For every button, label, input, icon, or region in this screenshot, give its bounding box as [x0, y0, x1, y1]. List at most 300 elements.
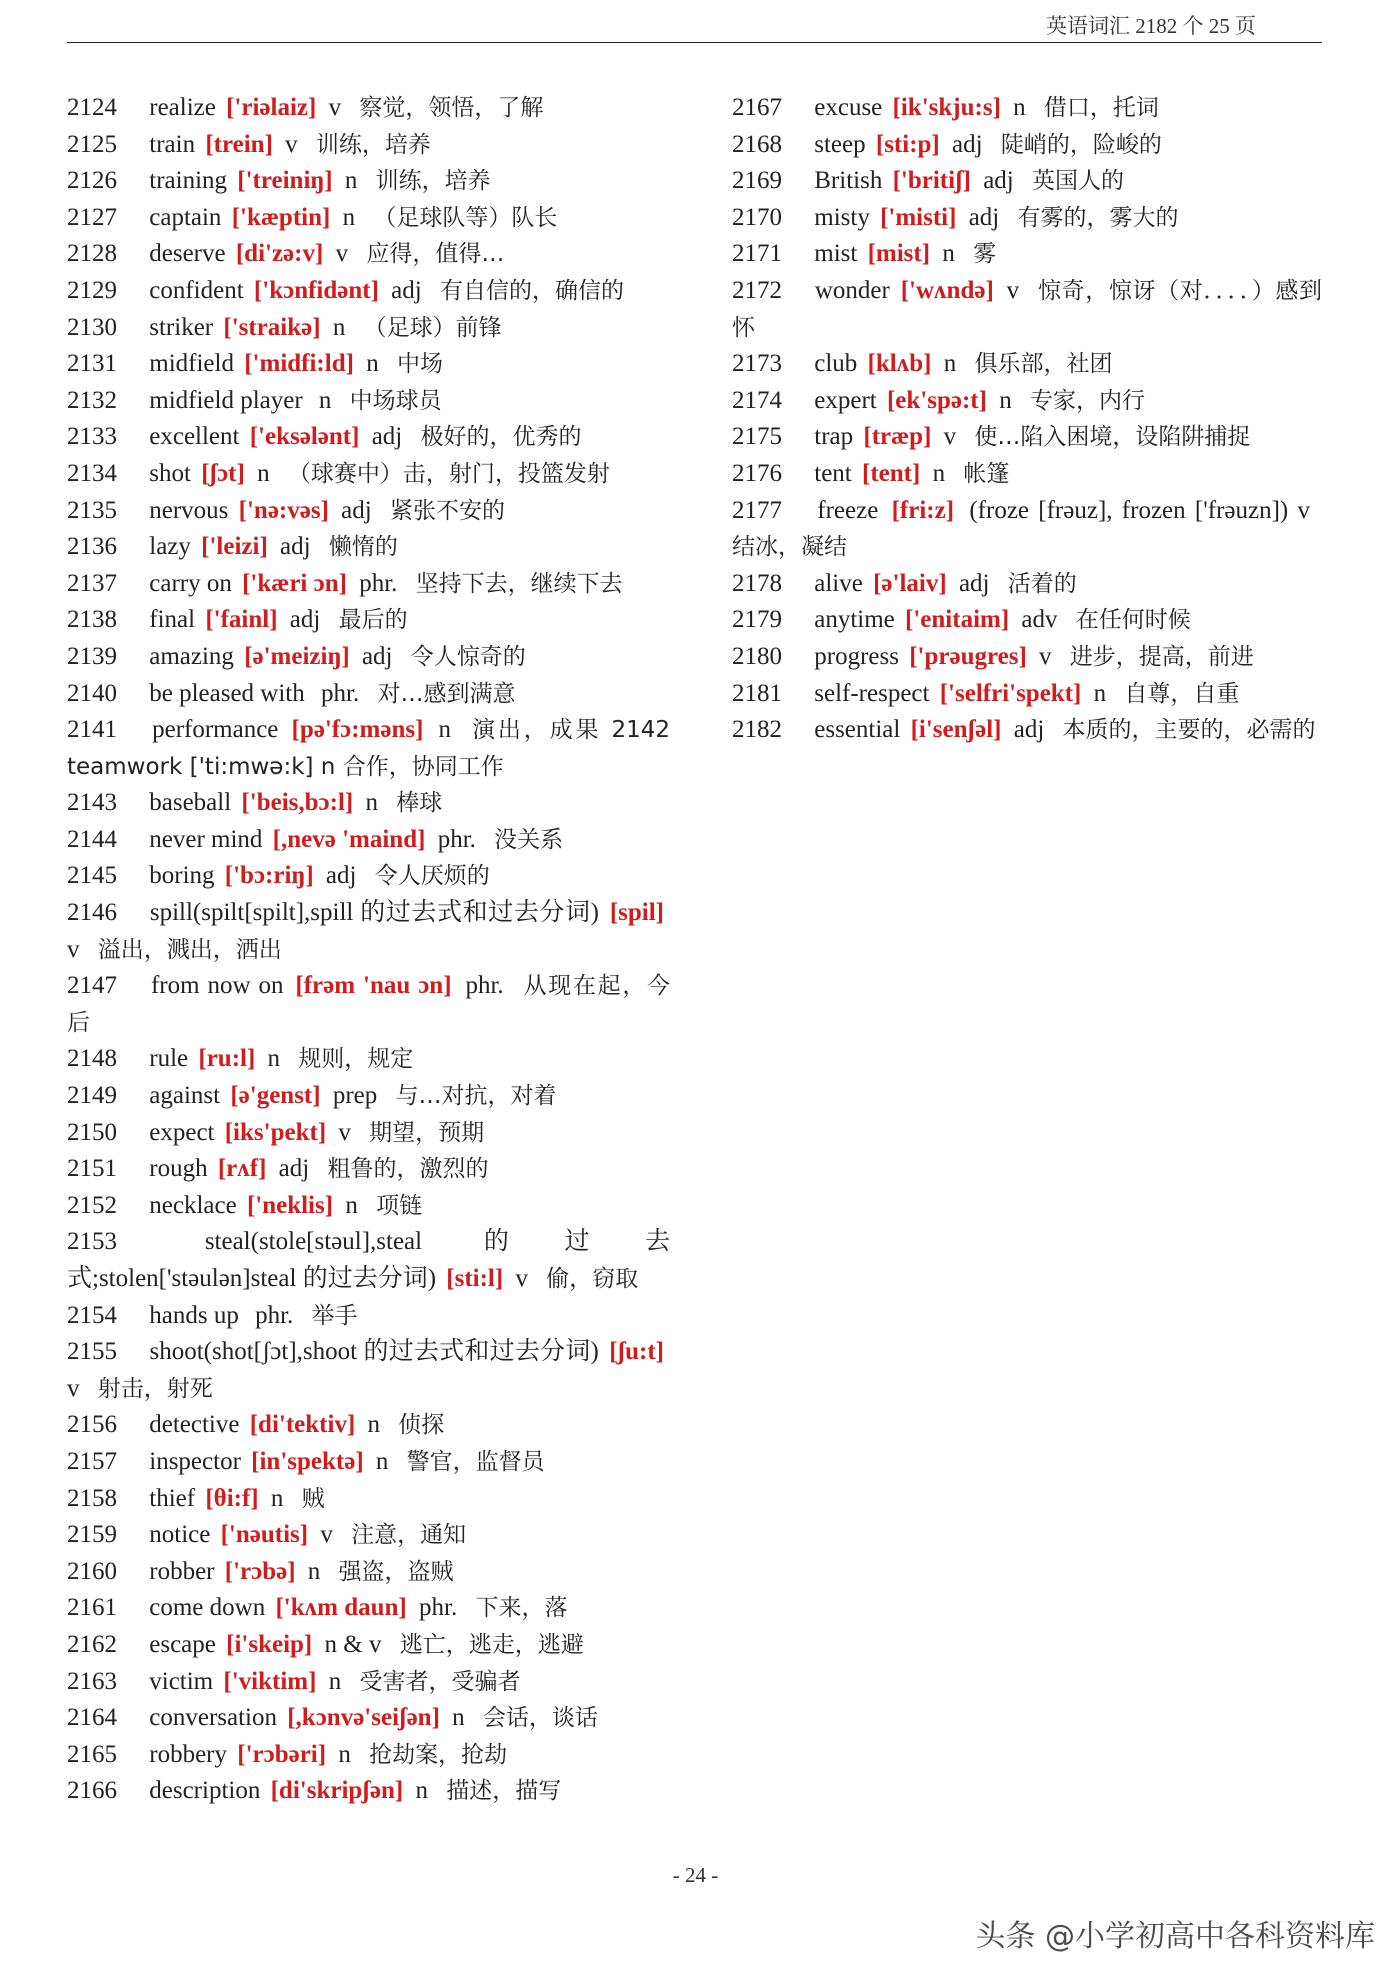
entry-part-of-speech: n — [942, 240, 955, 268]
entry-number: 2152 — [67, 1191, 117, 1219]
entry-definition: 描述，描写 — [446, 1778, 562, 1805]
vocab-entry — [732, 639, 1322, 676]
entry-part-of-speech: v — [1039, 642, 1052, 670]
entry-number: 2173 — [732, 350, 782, 378]
entry-number: 2163 — [67, 1667, 117, 1695]
entry-number: 2141 — [67, 716, 117, 744]
vocab-entry — [67, 493, 670, 530]
vocab-entry — [732, 163, 1322, 200]
entry-definition: （足球）前锋 — [363, 314, 502, 341]
entry-definition: 项链 — [376, 1192, 423, 1219]
entry-phonetic: ['prəugres] — [909, 642, 1027, 670]
entry-definition: 借口，托词 — [1043, 95, 1159, 121]
entry-number: 2138 — [67, 606, 117, 634]
entry-definition: 自尊，自重 — [1124, 680, 1240, 707]
entry-definition: 进步，提高，前进 — [1069, 643, 1254, 670]
entry-number: 2175 — [732, 423, 782, 451]
entry-phonetic: ['wʌndə] — [900, 276, 994, 304]
vocab-entry — [67, 1773, 670, 1810]
entry-part-of-speech: v — [338, 1118, 351, 1146]
entry-phonetic: ['misti] — [880, 203, 957, 231]
entry-word: club — [814, 350, 858, 378]
vocab-entry — [67, 346, 670, 383]
vocab-entry — [732, 383, 1322, 420]
entry-phonetic: [sti:p] — [875, 130, 940, 158]
vocab-entry — [67, 1188, 670, 1225]
entry-word: realize — [149, 94, 216, 121]
entry-number: 2132 — [67, 386, 117, 414]
entry-word: description — [149, 1777, 261, 1805]
vocab-entry — [67, 639, 670, 676]
entry-definition: 受害者，受骗者 — [359, 1668, 521, 1695]
entry-word: spill(spilt[spilt],spill 的过去式和过去分词) — [149, 899, 599, 927]
entry-part-of-speech: adj — [289, 606, 321, 634]
entry-word: baseball — [149, 789, 232, 817]
vocab-entry — [67, 1298, 670, 1335]
entry-definition: 极好的，优秀的 — [420, 424, 582, 451]
entry-phonetic: [,kɔnvə'seiʃən] — [287, 1704, 440, 1732]
entry-number: 2144 — [67, 825, 117, 853]
entry-phonetic: [ə'laiv] — [873, 569, 947, 597]
vocab-entry — [732, 236, 1322, 273]
entry-word: mist — [814, 240, 858, 268]
entry-definition: 会话，谈话 — [482, 1705, 598, 1732]
entry-definition: 中场球员 — [349, 387, 442, 414]
vocab-entry — [67, 1590, 670, 1627]
entry-number: 2166 — [67, 1777, 117, 1805]
entry-number: 2135 — [67, 496, 117, 524]
vocab-entry — [67, 1407, 670, 1444]
entry-word: victim — [149, 1667, 214, 1695]
entry-word: tent — [814, 459, 852, 487]
page-header: 英语词汇 2182 个 25 页 — [1046, 14, 1256, 38]
vocab-entry — [67, 1041, 670, 1078]
entry-part-of-speech: adj — [1013, 716, 1045, 744]
vocab-entry — [732, 566, 1322, 603]
entry-number: 2128 — [67, 240, 117, 268]
entry-phonetic: [iks'pekt] — [224, 1118, 327, 1146]
entry-word: captain — [149, 203, 222, 231]
entry-definition: 令人厌烦的 — [374, 863, 490, 890]
entry-phonetic: ['nə:vəs] — [238, 496, 329, 524]
entry-part-of-speech: n — [365, 789, 378, 817]
entry-phonetic: [ek'spə:t] — [886, 386, 987, 414]
entry-word: necklace — [149, 1191, 237, 1219]
entry-part-of-speech: v — [943, 423, 957, 451]
entry-definition: 有雾的，雾大的 — [1017, 204, 1179, 231]
entry-word: performance — [152, 716, 279, 744]
entry-part-of-speech: n — [344, 167, 358, 195]
vocab-entry — [67, 1115, 670, 1152]
entry-number: 2159 — [67, 1521, 117, 1549]
entry-definition: 强盗，盗贼 — [338, 1558, 454, 1585]
entry-part-of-speech: n — [270, 1484, 284, 1512]
entry-phonetic: [rʌf] — [217, 1155, 267, 1183]
entry-word: steep — [814, 130, 866, 158]
vocab-entry — [732, 200, 1322, 237]
vocab-entry — [67, 1554, 670, 1591]
entry-definition: 中场 — [396, 351, 443, 378]
entry-definition: 最后的 — [338, 607, 408, 634]
vocab-entry — [732, 273, 1322, 346]
entry-definition: 令人惊奇的 — [410, 643, 526, 670]
entry-definition: 下来，落 — [475, 1595, 568, 1622]
entry-definition: 专家，内行 — [1029, 387, 1145, 414]
entry-definition: 应得，值得… — [366, 241, 505, 268]
entry-phonetic: [ru:l] — [198, 1045, 256, 1073]
entry-phonetic: ['leizi] — [201, 533, 268, 561]
vocab-entry — [67, 785, 670, 822]
entry-part-of-speech: v — [320, 1521, 333, 1549]
vocab-entry — [732, 346, 1322, 383]
entry-phonetic: ['fainl] — [205, 606, 278, 634]
entry-part-of-speech: phr. — [465, 972, 504, 1000]
entry-word: nervous — [149, 496, 229, 524]
header-rule — [67, 42, 1322, 43]
vocab-entry — [67, 383, 670, 420]
entry-phonetic: [pə'fɔ:məns] — [291, 716, 424, 744]
vocab-entry — [732, 712, 1322, 749]
entry-part-of-speech: phr. — [255, 1301, 294, 1329]
entry-phonetic: [in'spektə] — [251, 1447, 364, 1475]
entry-phonetic: ['viktim] — [223, 1667, 317, 1695]
entry-number: 2179 — [732, 606, 782, 634]
entry-word: deserve — [149, 240, 226, 268]
entry-definition: 溢出，溅出，洒出 — [97, 936, 282, 963]
vocab-entry — [67, 712, 670, 785]
entry-word: steal(stole[stəul],steal 的过去式;stolen['stəulən]steal 的过去分词) — [67, 1228, 671, 1292]
entry-definition: 紧张不安的 — [389, 497, 505, 524]
entry-part-of-speech: n — [375, 1447, 389, 1475]
entry-part-of-speech: adj — [278, 1155, 310, 1183]
entry-definition: 与…对抗，对着 — [395, 1083, 557, 1110]
entry-word: amazing — [149, 642, 234, 670]
entry-part-of-speech: n — [943, 350, 957, 378]
right-column — [732, 90, 1322, 749]
entry-number: 2157 — [67, 1447, 117, 1475]
entry-word: midfield — [149, 350, 234, 378]
entry-definition: 从现在起，今后 — [67, 973, 671, 1036]
entry-number: 2147 — [67, 972, 117, 1000]
entry-word: British — [814, 167, 883, 195]
entry-number: 2171 — [732, 240, 782, 268]
entry-phonetic: [ə'meiziŋ] — [244, 642, 350, 670]
entry-word: midfield player — [149, 386, 303, 414]
vocab-entry — [67, 1627, 670, 1664]
entry-number: 2158 — [67, 1484, 117, 1512]
entry-number: 2164 — [67, 1704, 117, 1732]
vocab-entry — [67, 529, 670, 566]
entry-part-of-speech: adj — [361, 642, 393, 670]
entry-definition: 期望，预期 — [369, 1119, 485, 1146]
entry-phonetic: ['enitaim] — [905, 606, 1010, 634]
entry-definition: 抢劫案，抢劫 — [369, 1741, 508, 1768]
entry-part-of-speech: adj — [325, 862, 357, 890]
entry-phonetic: ['rɔbə] — [224, 1557, 296, 1585]
vocab-entry — [732, 602, 1322, 639]
entry-word: striker — [149, 313, 214, 341]
entry-phonetic: [sti:l] — [446, 1265, 504, 1292]
entry-part-of-speech: v — [67, 1374, 80, 1402]
entry-part-of-speech: n — [332, 313, 346, 341]
entry-phonetic: [ə'genst] — [230, 1082, 321, 1110]
entry-word: confident — [149, 276, 244, 304]
entry-part-of-speech: prep — [332, 1082, 378, 1110]
entry-definition: 使…陷入困境，设陷阱捕捉 — [974, 424, 1251, 451]
entry-part-of-speech: v — [515, 1265, 528, 1292]
entry-definition: 对…感到满意 — [377, 680, 516, 707]
entry-part-of-speech: phr. — [419, 1594, 458, 1622]
entry-part-of-speech: (froze [frəuz], frozen ['frəuzn]) v — [969, 496, 1311, 524]
entry-number: 2130 — [67, 313, 117, 341]
entry-number: 2124 — [67, 94, 117, 121]
entry-word: robbery — [149, 1740, 227, 1768]
entry-phonetic: [ʃɔt] — [201, 459, 245, 487]
entry-phonetic: [træp] — [863, 423, 932, 451]
entry-definition: 没关系 — [494, 826, 564, 853]
vocab-entry — [67, 456, 670, 493]
entry-part-of-speech: n — [452, 1704, 465, 1732]
vocab-entry — [67, 676, 670, 713]
entry-part-of-speech: n — [366, 350, 379, 378]
entry-part-of-speech: n — [1013, 94, 1026, 121]
entry-phonetic: ['rɔbəri] — [237, 1740, 327, 1768]
entry-word: come down — [149, 1594, 266, 1622]
entry-definition: 射击，射死 — [97, 1375, 213, 1402]
entry-number: 2167 — [732, 94, 782, 121]
entry-phonetic: [,nevə 'maind] — [272, 825, 426, 853]
entry-number: 2127 — [67, 203, 117, 231]
entry-number: 2182 — [732, 716, 782, 744]
entry-word: escape — [149, 1630, 216, 1658]
entry-number: 2181 — [732, 679, 782, 707]
entry-word: misty — [814, 203, 870, 231]
entry-word: shot — [149, 459, 191, 487]
entry-definition: 偷，窃取 — [546, 1266, 639, 1292]
entry-number: 2150 — [67, 1118, 117, 1146]
entry-word: excuse — [814, 94, 883, 121]
entry-word: against — [149, 1082, 221, 1110]
entry-definition: 坚持下去，继续下去 — [415, 570, 623, 597]
entry-number: 2177 — [732, 496, 782, 524]
entry-number: 2131 — [67, 350, 117, 378]
entry-definition: 训练，培养 — [315, 131, 431, 158]
entry-phonetic: ['eksələnt] — [249, 423, 360, 451]
entry-phonetic: [ʃu:t] — [609, 1338, 665, 1366]
vocab-entry — [67, 566, 670, 603]
entry-phonetic: ['kæptin] — [231, 203, 331, 231]
entry-part-of-speech: n — [267, 1045, 281, 1073]
entry-definition: 英国人的 — [1032, 168, 1124, 195]
entry-word: be pleased with — [149, 679, 305, 707]
entry-word: inspector — [149, 1447, 241, 1475]
entry-number: 2125 — [67, 130, 117, 158]
vocab-entry — [67, 273, 670, 310]
entry-phonetic: [tent] — [862, 459, 921, 487]
vocab-entry — [67, 895, 670, 968]
entry-phonetic: [di'tektiv] — [249, 1411, 356, 1439]
entry-part-of-speech: n — [318, 386, 332, 414]
entry-phonetic: ['straikə] — [223, 313, 321, 341]
entry-word: hands up — [149, 1301, 239, 1329]
entry-number: 2168 — [732, 130, 782, 158]
entry-definition: 结冰，凝结 — [732, 534, 847, 561]
vocab-entry — [67, 602, 670, 639]
entry-word: final — [149, 606, 196, 634]
entry-word: lazy — [149, 533, 191, 561]
entry-part-of-speech: adj — [952, 130, 983, 158]
entry-number: 2156 — [67, 1411, 117, 1439]
entry-word: rough — [149, 1155, 208, 1183]
entry-definition: 规则，规定 — [298, 1046, 414, 1073]
entry-part-of-speech: n — [342, 203, 356, 231]
entry-part-of-speech: phr. — [359, 569, 398, 597]
vocab-entry — [67, 1481, 670, 1518]
entry-phonetic: [frəm 'nau ɔn] — [295, 972, 452, 1000]
entry-phonetic: ['riəlaiz] — [226, 94, 317, 121]
entry-number: 2133 — [67, 423, 117, 451]
entry-definition: 在任何时候 — [1075, 607, 1191, 634]
vocab-entry — [67, 1700, 670, 1737]
entry-word: excellent — [149, 423, 240, 451]
entry-definition: 贼 — [301, 1485, 325, 1512]
entry-number: 2161 — [67, 1594, 117, 1622]
vocab-entry — [67, 1664, 670, 1701]
vocab-entry — [732, 493, 1322, 566]
entry-definition: 帐篷 — [963, 460, 1010, 487]
entry-definition: 注意，通知 — [351, 1522, 467, 1549]
entry-part-of-speech: n — [367, 1411, 381, 1439]
entry-word: from now on — [150, 972, 284, 1000]
entry-word: trap — [814, 423, 854, 451]
entry-definition: 警官，监督员 — [406, 1448, 545, 1475]
entry-number: 2143 — [67, 789, 117, 817]
entry-word: expert — [814, 386, 877, 414]
entry-part-of-speech: adj — [958, 569, 990, 597]
entry-word: expect — [149, 1118, 215, 1146]
vocab-entry — [732, 90, 1322, 127]
entry-part-of-speech: n — [999, 386, 1012, 414]
entry-definition: 有自信的，确信的 — [439, 277, 624, 304]
entry-number: 2134 — [67, 459, 117, 487]
entry-definition: 训练，培养 — [375, 168, 491, 195]
entry-phonetic: ['selfri'spekt] — [939, 679, 1082, 707]
entry-definition: 举手 — [311, 1302, 358, 1329]
vocab-entry — [67, 90, 670, 127]
entry-part-of-speech: n — [257, 459, 270, 487]
entry-definition: 侦探 — [398, 1412, 445, 1439]
entry-definition: 陡峭的，险峻的 — [1000, 131, 1162, 158]
entry-number: 2170 — [732, 203, 782, 231]
entry-definition: 察觉，领悟，了解 — [359, 95, 544, 121]
vocab-entry — [67, 310, 670, 347]
entry-definition: 惊奇，惊讶（对．．．．）感到怀 — [732, 277, 1323, 341]
vocab-entry — [67, 1517, 670, 1554]
entry-part-of-speech: v — [328, 94, 342, 121]
page-number: - 24 - — [672, 1863, 719, 1887]
entry-part-of-speech: n — [1093, 679, 1107, 707]
entry-number: 2137 — [67, 569, 117, 597]
entry-number: 2139 — [67, 642, 117, 670]
vocab-entry — [67, 127, 670, 164]
entry-word: train — [149, 130, 196, 158]
entry-word: rule — [149, 1045, 189, 1073]
entry-definition: 俱乐部，社团 — [974, 351, 1113, 378]
entry-word: notice — [149, 1521, 211, 1549]
entry-phonetic: [i'senʃəl] — [910, 716, 1002, 744]
entry-number: 2129 — [67, 276, 117, 304]
entry-part-of-speech: n — [307, 1557, 321, 1585]
vocab-entry — [67, 1078, 670, 1115]
entry-number: 2155 — [67, 1338, 117, 1366]
entry-number: 2174 — [732, 386, 782, 414]
entry-part-of-speech: phr. — [321, 679, 360, 707]
entry-definition: 演出，成果 2142 teamwork ['ti:mwə:k] n 合作，协同工作 — [67, 717, 670, 780]
entry-definition: 棒球 — [396, 790, 443, 817]
entry-phonetic: ['beis,bɔ:l] — [241, 789, 354, 817]
entry-number: 2126 — [67, 167, 117, 195]
entry-number: 2145 — [67, 862, 117, 890]
entry-part-of-speech: n — [438, 716, 451, 744]
entry-word: wonder — [814, 276, 890, 304]
entry-word: conversation — [149, 1704, 277, 1732]
entry-word: anytime — [814, 606, 895, 634]
entry-number: 2172 — [732, 276, 782, 304]
entry-number: 2154 — [67, 1301, 117, 1329]
vocab-entry — [67, 858, 670, 895]
entry-phonetic: ['neklis] — [246, 1191, 334, 1219]
entry-part-of-speech: n — [932, 459, 946, 487]
left-column — [67, 90, 670, 1810]
vocab-entry — [732, 676, 1322, 713]
entry-definition: 活着的 — [1007, 570, 1077, 597]
vocab-entry — [67, 1737, 670, 1774]
entry-number: 2178 — [732, 569, 782, 597]
vocab-entry — [67, 1224, 670, 1297]
watermark: 头条 @小学初高中各科资料库 — [975, 1919, 1375, 1954]
entry-part-of-speech: n — [328, 1667, 342, 1695]
entry-part-of-speech: adv — [1021, 606, 1058, 634]
entry-phonetic: ['kæri ɔn] — [242, 569, 347, 597]
entry-number: 2162 — [67, 1630, 117, 1658]
entry-definition: 逃亡，逃走，逃避 — [399, 1631, 584, 1658]
vocab-entry — [67, 1444, 670, 1481]
entry-number: 2180 — [732, 642, 782, 670]
entry-word: carry on — [149, 569, 232, 597]
entry-part-of-speech: v — [67, 935, 80, 963]
vocab-entry — [67, 200, 670, 237]
entry-part-of-speech: adj — [341, 496, 372, 524]
entry-number: 2149 — [67, 1082, 117, 1110]
entry-word: detective — [149, 1411, 240, 1439]
entry-phonetic: ['kʌm daun] — [275, 1594, 407, 1622]
entry-part-of-speech: adj — [371, 423, 403, 451]
entry-part-of-speech: n — [338, 1740, 351, 1768]
entry-part-of-speech: phr. — [437, 825, 476, 853]
entry-part-of-speech: adj — [391, 276, 422, 304]
entry-number: 2136 — [67, 533, 117, 561]
entry-word: freeze — [817, 496, 879, 524]
entry-number: 2146 — [67, 899, 117, 927]
entry-number: 2165 — [67, 1740, 117, 1768]
entry-phonetic: ['treiniŋ] — [237, 167, 333, 195]
entry-phonetic: ['nəutis] — [220, 1521, 309, 1549]
entry-definition: 粗鲁的，激烈的 — [327, 1156, 489, 1183]
entry-phonetic: ['kɔnfidənt] — [253, 276, 379, 304]
entry-word: training — [149, 167, 228, 195]
entry-part-of-speech: n — [415, 1777, 428, 1805]
entry-phonetic: ['britiʃ] — [892, 167, 971, 195]
